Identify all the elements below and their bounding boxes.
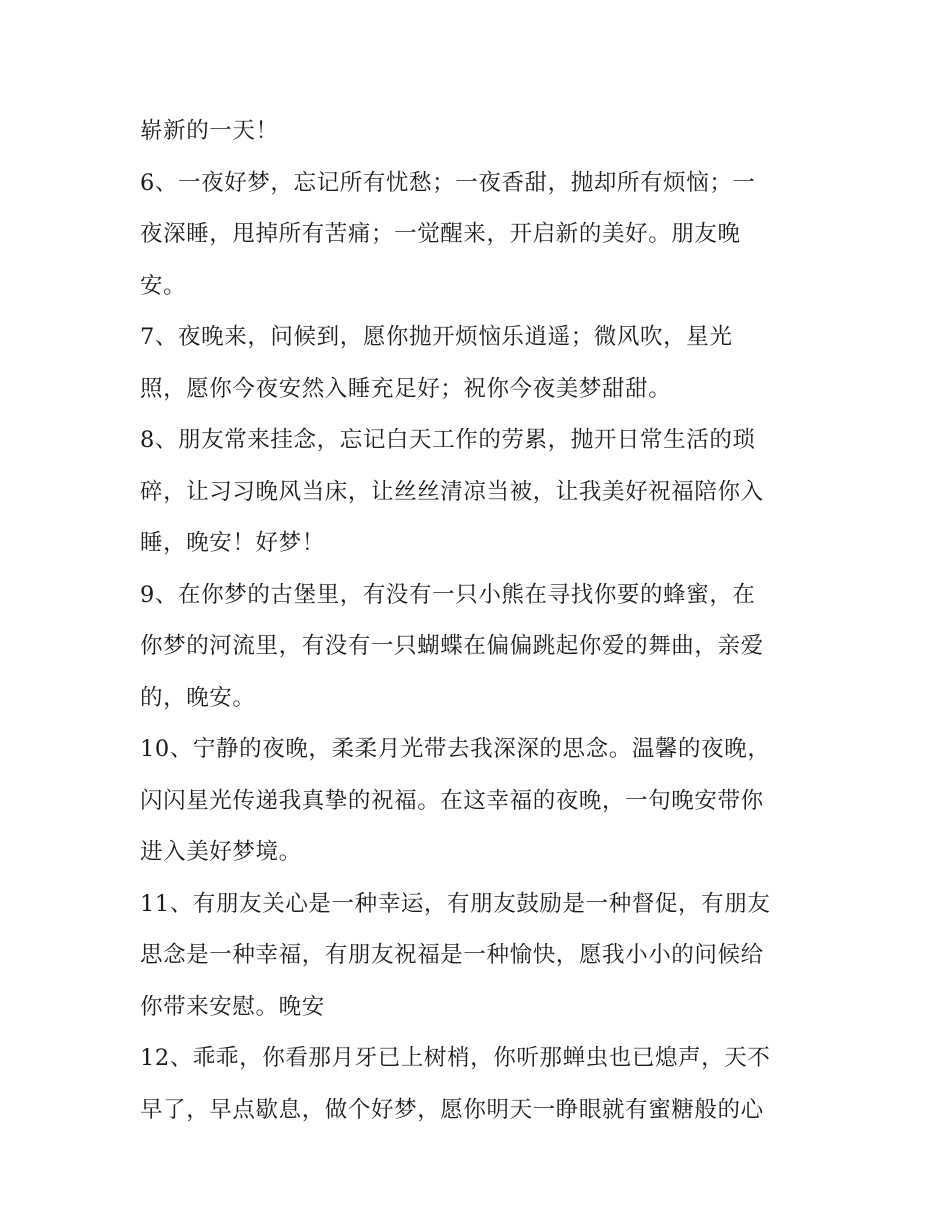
- text-line: 12、乖乖，你看那月牙已上树梢，你听那蝉虫也已熄声，天不: [140, 1045, 771, 1071]
- text-line: 的，晚安。: [140, 684, 256, 711]
- text-line: 9、在你梦的古堡里，有没有一只小熊在寻找你要的蜂蜜，在: [140, 581, 756, 608]
- text-line: 照，愿你今夜安然入睡充足好；祝你今夜美梦甜甜。: [140, 375, 672, 402]
- text-line: 你带来安慰。晚安: [140, 993, 325, 1020]
- text-line: 碎，让习习晚风当床，让丝丝清凉当被，让我美好祝福陪你入: [140, 478, 764, 505]
- text-line: 你梦的河流里，有没有一只蝴蝶在偏偏跳起你爱的舞曲，亲爱: [140, 633, 764, 659]
- text-line: 闪闪星光传递我真挚的祝福。在这幸福的夜晚，一句晚安带你: [140, 787, 764, 814]
- text-line: 7、夜晚来，问候到，愿你抛开烦恼乐逍遥；微风吹，星光: [140, 324, 733, 350]
- text-line: 6、一夜好梦，忘记所有忧愁；一夜香甜，抛却所有烦恼；一: [140, 169, 756, 196]
- text-line: 睡，晚安！好梦！: [140, 530, 325, 556]
- text-line: 思念是一种幸福，有朋友祝福是一种愉快，愿我小小的问候给: [140, 942, 764, 968]
- document-body: [140, 106, 820, 1136]
- text-line: 崭新的一天！: [140, 118, 279, 144]
- text-line: 安。: [140, 272, 187, 299]
- text-line: 夜深睡，甩掉所有苦痛；一觉醒来，开启新的美好。朋友晚: [140, 221, 741, 247]
- text-line: 8、朋友常来挂念，忘记白天工作的劳累，抛开日常生活的琐: [140, 427, 756, 453]
- text-line: 进入美好梦境。: [140, 839, 302, 865]
- text-line: 早了，早点歇息，做个好梦，愿你明天一睁眼就有蜜糖般的心: [140, 1096, 764, 1123]
- text-line: 10、宁静的夜晚，柔柔月光带去我深深的思念。温馨的夜晚，: [140, 736, 771, 762]
- text-line: 11、有朋友关心是一种幸运，有朋友鼓励是一种督促，有朋友: [140, 890, 771, 917]
